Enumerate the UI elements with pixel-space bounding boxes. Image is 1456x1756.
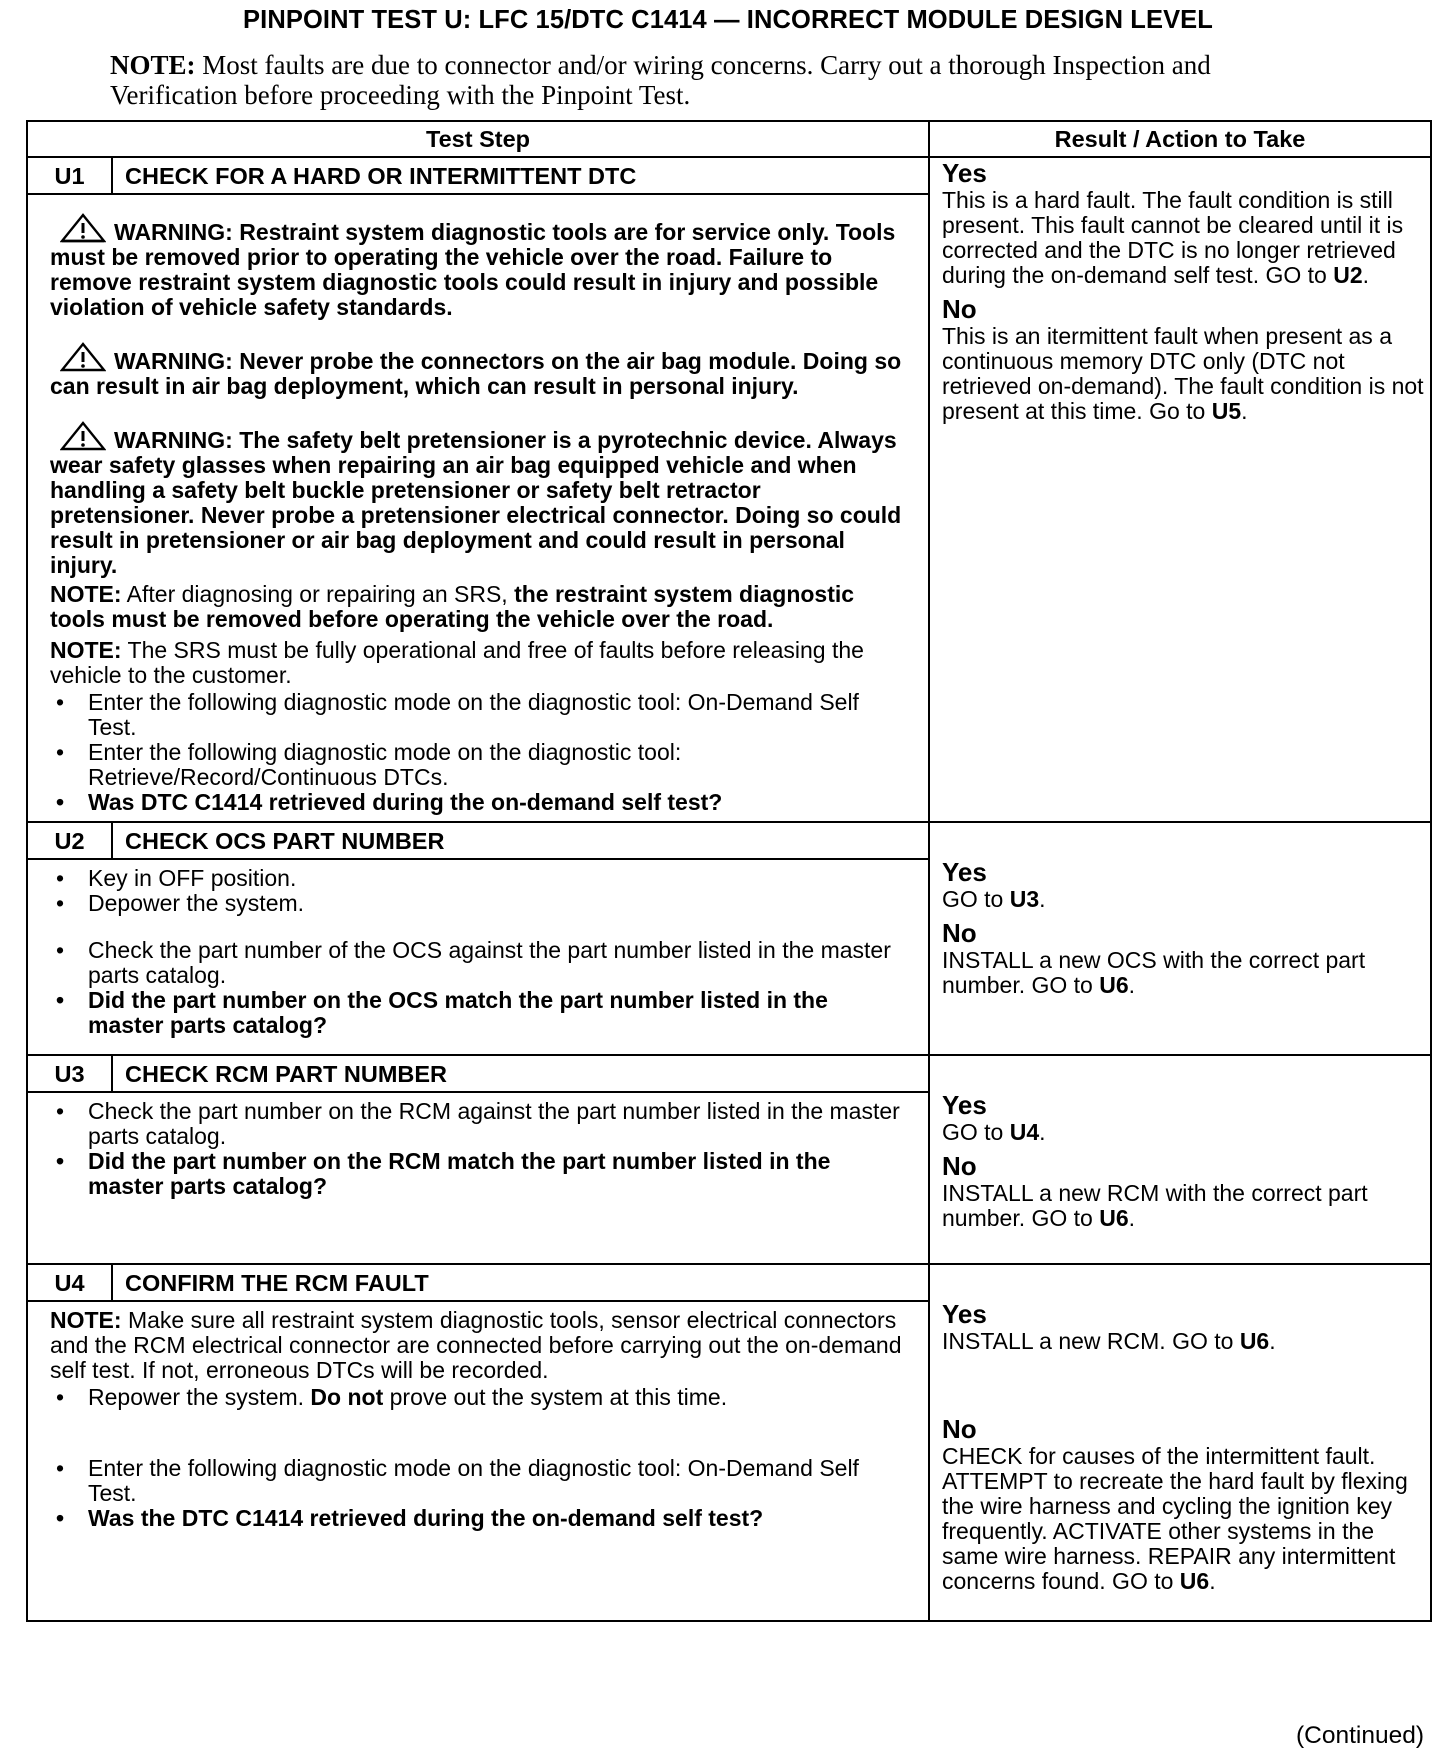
- list-item: [50, 1099, 904, 1149]
- bullet-text: Depower the system.: [88, 890, 305, 916]
- step-u3-id: U3: [27, 1055, 112, 1092]
- list-item: [50, 866, 904, 891]
- no-label: No: [942, 1414, 977, 1444]
- warning-2: [50, 342, 904, 399]
- step-u2-no: [942, 918, 1424, 998]
- yes-label: Yes: [942, 1090, 987, 1120]
- list-item: [50, 740, 904, 790]
- no-action-text: This is an itermittent fault when present as a continuous memory DTC only (DTC not retrieved on-demand). The fault condition is not present at this time. Go to: [942, 323, 1424, 424]
- step-u1-body: [27, 194, 929, 822]
- step-u2-yes: [942, 857, 1424, 912]
- note-text: Make sure all restraint system diagnostic tools, sensor electrical connectors and the RCM electrical connector are connected before carrying out the on-demand self test. If not, erroneous DTCs will be recorded.: [50, 1307, 902, 1383]
- bullet-text: prove out the system at this time.: [383, 1384, 728, 1410]
- warning-3-text: WARNING: The safety belt pretensioner is a pyrotechnic device. Always wear safety glasses when repairing an air bag equipped vehicle and when handling a safety belt buckle pretensioner or safety belt retractor pretensioner. Never probe a pretensioner electrical connector. Doing so could result in pretensioner or air bag deployment and could result in personal injury.: [50, 427, 902, 578]
- note-bold-text: the restraint system diagnostic tools must be removed before operating the vehicle over the road.: [50, 581, 855, 632]
- no-action-end: .: [1241, 398, 1248, 424]
- warning-triangle-icon: [60, 213, 106, 243]
- no-action: [942, 1181, 1424, 1231]
- step-u2-title: CHECK OCS PART NUMBER: [112, 822, 929, 859]
- step-u2-body: [27, 859, 929, 1055]
- question-text: Did the part number on the RCM match the part number listed in the master parts catalog?: [88, 1148, 831, 1199]
- spacer: [50, 916, 904, 938]
- note-text: The SRS must be fully operational and free of faults before releasing the vehicle to the customer.: [50, 637, 864, 688]
- question-text: Was the DTC C1414 retrieved during the on-demand self test?: [88, 1505, 764, 1531]
- goto-link: U5: [1211, 398, 1242, 424]
- no-action-text: INSTALL a new OCS with the correct part number. GO to: [942, 947, 1366, 998]
- note-label: NOTE:: [50, 637, 122, 663]
- spacer: [50, 1410, 904, 1456]
- step-u4-result: [929, 1264, 1431, 1621]
- note-srs-operational: [50, 638, 904, 688]
- yes-action-text: This is a hard fault. The fault condition is still present. This fault cannot be cleared until it is corrected and the DTC is no longer retrieved during the on-demand self test. GO to: [942, 187, 1404, 288]
- yes-action: [942, 188, 1424, 288]
- bullet: •: [55, 1384, 65, 1410]
- yes-action-end: .: [1039, 886, 1046, 912]
- bullet: •: [55, 1148, 65, 1174]
- yes-action-end: .: [1269, 1328, 1276, 1354]
- step-u3-title-row: [27, 1055, 1431, 1092]
- step-u1-title-row: [27, 157, 1431, 194]
- yes-action-end: .: [1362, 262, 1370, 288]
- note-label: NOTE:: [50, 581, 122, 607]
- bullet: •: [55, 1098, 65, 1124]
- header-test-step: Test Step: [27, 121, 929, 157]
- bullet: •: [55, 1455, 65, 1481]
- bullet-text: Enter the following diagnostic mode on the diagnostic tool: Retrieve/Record/Continuous DTCs.: [88, 739, 682, 790]
- step-u4-question: [50, 1506, 904, 1531]
- question-text: Did the part number on the OCS match the part number listed in the master parts catalog?: [88, 987, 828, 1038]
- no-label: No: [942, 1151, 977, 1181]
- goto-link: U6: [1179, 1568, 1210, 1594]
- page-title: PINPOINT TEST U: LFC 15/DTC C1414 — INCORRECT MODULE DESIGN LEVEL: [243, 6, 1213, 34]
- header-result-action: Result / Action to Take: [929, 121, 1431, 157]
- warning-2-text: WARNING: Never probe the connectors on the air bag module. Doing so can result in air bag deployment, which can result in personal injury.: [50, 348, 902, 399]
- yes-action-text: GO to: [942, 886, 1010, 912]
- yes-action-end: .: [1039, 1119, 1046, 1145]
- bullet-text: Enter the following diagnostic mode on the diagnostic tool: On-Demand Self Test.: [88, 1455, 859, 1506]
- list-item: [50, 891, 904, 916]
- list-item: [50, 1456, 904, 1506]
- yes-action: [942, 887, 1424, 912]
- goto-link: U4: [1009, 1119, 1040, 1145]
- no-action-text: CHECK for causes of the intermittent fault. ATTEMPT to recreate the hard fault by flexing the wire harness and cycling the ignition key frequently. ACTIVATE other systems in the same wire harness. REPAIR any intermittent concerns found. GO to: [942, 1443, 1408, 1594]
- goto-link: U6: [1239, 1328, 1270, 1354]
- warning-triangle-icon: [60, 421, 106, 451]
- goto-link: U2: [1333, 262, 1363, 288]
- step-u1-yes: [942, 158, 1424, 288]
- yes-action-text: GO to: [942, 1119, 1010, 1145]
- bullet-text: Key in OFF position.: [88, 865, 297, 891]
- step-u1-question: [50, 790, 904, 815]
- step-u2-bullets: [50, 866, 904, 1038]
- step-u4-bullets: [50, 1385, 904, 1531]
- note-connectors: [50, 1308, 904, 1383]
- bullet: •: [55, 987, 65, 1013]
- bullet-text: Enter the following diagnostic mode on the diagnostic tool: On-Demand Self Test.: [88, 689, 859, 740]
- bullet-text: Check the part number on the RCM against the part number listed in the master parts catalog.: [88, 1098, 900, 1149]
- bullet: •: [55, 890, 65, 916]
- pinpoint-test-table: [26, 120, 1432, 1622]
- step-u1-bullets: [50, 690, 904, 815]
- yes-action-text: INSTALL a new RCM. GO to: [942, 1328, 1240, 1354]
- bullet: •: [55, 865, 65, 891]
- no-action: [942, 948, 1424, 998]
- step-u3-result: [929, 1055, 1431, 1264]
- step-u1-result: [929, 157, 1431, 822]
- goto-link: U6: [1099, 1205, 1129, 1231]
- no-action-text: INSTALL a new RCM with the correct part number. GO to: [942, 1180, 1368, 1231]
- bullet-text: Check the part number of the OCS against the part number listed in the master parts catalog.: [88, 937, 891, 988]
- note-remove-tools: [50, 582, 904, 632]
- table-header-row: [27, 121, 1431, 157]
- warning-3: [50, 421, 904, 578]
- step-u3-yes: [942, 1090, 1424, 1145]
- step-u1-id: U1: [27, 157, 112, 194]
- step-u3-body: [27, 1092, 929, 1264]
- step-u3-title: CHECK RCM PART NUMBER: [112, 1055, 929, 1092]
- goto-link: U6: [1099, 972, 1129, 998]
- question-text: Was DTC C1414 retrieved during the on-demand self test?: [88, 789, 723, 815]
- bullet-bold-text: Do not: [310, 1384, 384, 1410]
- top-note-label: NOTE:: [110, 50, 196, 80]
- step-u2-title-row: [27, 822, 1431, 859]
- goto-link: U3: [1009, 886, 1040, 912]
- bullet: •: [55, 789, 65, 815]
- step-u4-body: [27, 1301, 929, 1621]
- step-u2-result: [929, 822, 1431, 1055]
- step-u3-no: [942, 1151, 1424, 1231]
- no-label: No: [942, 294, 977, 324]
- step-u3-question: [50, 1149, 904, 1199]
- note-label: NOTE:: [50, 1307, 122, 1333]
- step-u2-question: [50, 988, 904, 1038]
- yes-label: Yes: [942, 857, 987, 887]
- no-action-end: .: [1128, 1205, 1136, 1231]
- no-action: [942, 324, 1424, 424]
- note-text: After diagnosing or repairing an SRS,: [121, 581, 515, 607]
- bullet: •: [55, 739, 65, 765]
- bullet: •: [55, 937, 65, 963]
- continued-label: (Continued): [1295, 1722, 1424, 1749]
- step-u4-id: U4: [27, 1264, 112, 1301]
- step-u2-id: U2: [27, 822, 112, 859]
- bullet-text: Repower the system.: [88, 1384, 311, 1410]
- no-action: [942, 1444, 1424, 1594]
- no-action-end: .: [1209, 1568, 1216, 1594]
- step-u4-title: CONFIRM THE RCM FAULT: [112, 1264, 929, 1301]
- step-u1-no: [942, 294, 1424, 424]
- top-note-text: Most faults are due to connector and/or wiring concerns. Carry out a thorough Inspection and Verification before proceeding with the Pinpoint Test.: [110, 50, 1211, 110]
- yes-action: [942, 1329, 1424, 1354]
- step-u4-yes: [942, 1299, 1424, 1354]
- top-note: [110, 50, 1290, 110]
- step-u4-no: [942, 1414, 1424, 1594]
- yes-label: Yes: [942, 1299, 987, 1329]
- list-item: [50, 1385, 904, 1410]
- no-label: No: [942, 918, 977, 948]
- step-u4-title-row: [27, 1264, 1431, 1301]
- no-action-end: .: [1128, 972, 1136, 998]
- bullet: •: [55, 1505, 65, 1531]
- list-item: [50, 690, 904, 740]
- bullet: •: [55, 689, 65, 715]
- warning-1: [50, 213, 904, 320]
- list-item: [50, 938, 904, 988]
- step-u1-title: CHECK FOR A HARD OR INTERMITTENT DTC: [112, 157, 929, 194]
- yes-label: Yes: [942, 158, 987, 188]
- warning-1-text: WARNING: Restraint system diagnostic tools are for service only. Tools must be removed prior to operating the vehicle over the road. Failure to remove restraint system diagnostic tools could result in injury and possible violation of vehicle safety standards.: [50, 219, 896, 320]
- warning-triangle-icon: [60, 342, 106, 372]
- yes-action: [942, 1120, 1424, 1145]
- step-u3-bullets: [50, 1099, 904, 1199]
